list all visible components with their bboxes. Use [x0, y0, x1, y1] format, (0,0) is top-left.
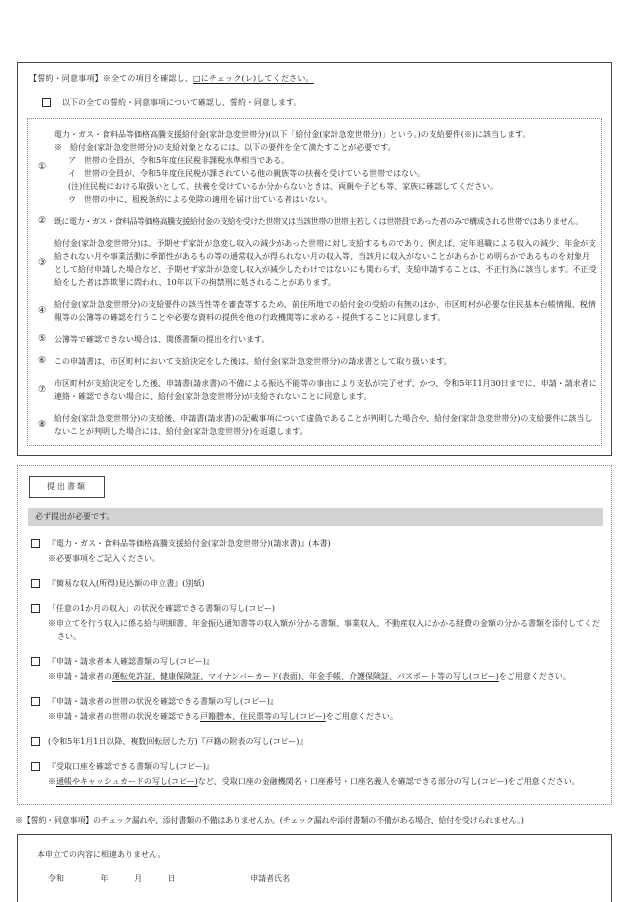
pledge-items-box [27, 118, 602, 446]
document-title: 『簡易な収入(所得)見込額の申立書』(別紙) [48, 579, 205, 588]
document-title: 『受取口座を確認できる書類の写し(コピー)』 [48, 762, 214, 771]
document-note-segment: ※申請・請求者の [48, 672, 112, 681]
document-checkbox[interactable] [31, 657, 40, 666]
pledge-item-text [54, 333, 597, 346]
pledge-item-text [54, 355, 597, 368]
document-item [31, 537, 603, 565]
document-note-segment: をご用意ください。 [498, 672, 571, 681]
document-note [48, 775, 603, 788]
document-title: 『申請・請求者の世帯の状況を確認できる書類の写し(コピー)』 [48, 697, 278, 706]
era-label: 令和 [48, 874, 64, 883]
pledge-consent-section [17, 62, 612, 456]
document-note-segment: 通帳やキャッシュカードの写し(コピー) [56, 777, 198, 786]
document-item-body [48, 760, 603, 788]
pledge-item-text [54, 298, 597, 324]
document-item-body [48, 695, 603, 723]
document-note [48, 710, 603, 723]
document-item [31, 602, 603, 643]
pledge-line: 給付金(家計急変世帯分)の支給要件の該当性等を審査等するため、前住所地での給付金の受給の有無のほか、市区町村が必要な住民基本台帳情報、税情報等の公簿等の確認を行うことや必要な資料の提供を他の行政機関等に求める・提供することに同意します。 [54, 300, 596, 322]
pledge-section-title [29, 72, 602, 85]
document-title: 『電力・ガス・食料品等価格高騰支援給付金(家計急変世帯分)(請求書)』(本書) [48, 539, 331, 548]
master-consent-checkbox[interactable] [42, 98, 51, 107]
document-checkbox[interactable] [31, 539, 40, 548]
pledge-item-text [54, 377, 597, 403]
date-and-name-row [37, 872, 601, 885]
pledge-line: 市区町村が支給決定をした後、申請書(請求書)の不備による振込不能等の事由により支払が完了せず、かつ、令和5年11月30日までに、申請・請求者に連絡・確認できない場合に、給付金(家計急変世帯分)が支給されないことに同意します。 [54, 379, 597, 401]
document-item [31, 695, 603, 723]
pledge-item-number: ① [37, 161, 47, 172]
pledge-title-text: 【誓約・同意事項】※全ての項目を確認し、 [29, 74, 193, 83]
pledge-list [30, 128, 597, 438]
pledge-line: イ 世帯の全員が、令和5年度住民税が課されている他の親族等の扶養を受けている世帯ではない。 [68, 169, 426, 178]
documents-section [17, 465, 612, 805]
pledge-item [30, 355, 597, 368]
pledge-item-text [54, 237, 597, 289]
document-title: 『申請・請求者本人確認書類の写し(コピー)』 [48, 657, 214, 666]
document-item [31, 655, 603, 683]
document-item [31, 735, 603, 748]
pledge-title-underlined-text: □にチェック(レ)してください。 [193, 74, 314, 83]
document-item [31, 760, 603, 788]
pledge-item [30, 215, 597, 228]
pledge-item-number: ④ [37, 305, 47, 316]
document-note-segment: など、受取口座の金融機関名・口座番号・口座名義人を確認できる部分の写し(コピー)をご用意ください。 [197, 777, 580, 786]
document-item [31, 577, 603, 590]
pledge-item-text [54, 215, 597, 228]
check-warning-note: ※【誓約・同意事項】のチェック漏れや、添付書類の不備はありませんか。(チェック漏れや添付書類の不備がある場合、給付を受けられません。) [15, 816, 524, 825]
pledge-item-text [54, 412, 597, 438]
month-label: 月 [134, 874, 143, 883]
document-checkbox[interactable] [31, 579, 40, 588]
pledge-line: 給付金(家計急変世帯分)の支給後、申請書(請求書)の記載事項について虚偽であることが判明した場合や、給付金(家計急変世帯分)の支給要件に該当しないことが判明した場合には、給付金(家計急変世帯分)を返還します。 [54, 414, 593, 436]
document-note-segment: ※申請・請求者の世帯の状況を確認できる [48, 712, 200, 721]
document-note [48, 552, 603, 565]
pledge-line: この申請書は、市区町村において支給決定をした後は、給付金(家計急変世帯分)の請求書として取り扱います。 [54, 357, 452, 366]
pledge-item [30, 298, 597, 324]
pledge-item-number: ⑤ [37, 334, 47, 344]
pledge-item-number: ⑥ [37, 356, 47, 366]
document-title: (令和5年1月1日以降、複数回転居した方)『戸籍の附表の写し(コピー)』 [48, 737, 308, 746]
document-note-segment: ※申立てを行う収入に係る給与明細書、年金振込通知書等の収入額が分かる書類、事業収入、不動産収入にかかる経費の金額の分かる書類を添付してください。 [48, 619, 600, 641]
document-item-body [48, 602, 603, 643]
document-checkbox[interactable] [31, 604, 40, 613]
pledge-item [30, 377, 597, 403]
documents-section-label: 提出書類 [29, 476, 105, 498]
document-note-segment: をご用意ください。 [325, 712, 398, 721]
pledge-line: ウ 世帯の中に、租税条約による免除の適用を届け出ている者はいない。 [68, 195, 332, 204]
master-consent-row [42, 96, 602, 109]
pledge-line: ア 世帯の全員が、令和5年度住民税非課税水準相当である。 [68, 156, 290, 165]
document-checkbox[interactable] [31, 737, 40, 746]
pledge-item-number: ② [37, 216, 47, 226]
document-note-segment: 運転免許証、健康保険証、マイナンバーカード(表面)、年金手帳、介護保険証、パスポート等の写し(コピー) [112, 672, 499, 681]
pledge-line: 給付金(家計急変世帯分)は、予期せず家計が急変し収入の減少があった世帯に対し支給するものであり、例えば、定年退職による収入の減少、年金が支給されない月や事業活動に季節性があるもの等の通常収入が得られない月の収入等、当該月に収入がないことがあらかじめ明らかであるものを対象月として給付申請した場合など、予期せず家計が急変し収入が減少したわけではないにも関わらず、支給申請することは、不正行為に該当します。不正受給をした者は詐欺罪に問われ、10年以下の拘禁刑に処されることがあります。 [54, 239, 597, 287]
pledge-line: ※ 給付金(家計急変世帯分)の支給対象となるには、以下の要件を全て満たすことが必要です。 [54, 143, 396, 152]
applicant-name-label: 申請者氏名 [250, 874, 291, 883]
document-title: 「任意の1か月の収入」の状況を確認できる書類の写し(コピー) [48, 604, 276, 613]
pledge-item-text [54, 128, 597, 206]
form-content [17, 62, 612, 902]
pledge-item [30, 237, 597, 289]
document-note-segment: ※ [48, 777, 56, 786]
pledge-item-number: ⑦ [37, 384, 47, 395]
required-note-bar: 必ず提出が必要です。 [28, 508, 603, 526]
day-label: 日 [167, 874, 176, 883]
pledge-line: 既に電力・ガス・食料品等価格高騰支援給付金の支給を受けた世帯又は当該世帯の世帯主若しくは世帯員であった者のみで構成される世帯ではありません。 [54, 217, 583, 226]
pledge-item-number: ③ [37, 257, 47, 268]
document-note-segment: 戸籍謄本、住民票等の写し(コピー) [200, 712, 326, 721]
pledge-item [30, 333, 597, 346]
master-consent-label: 以下の全ての誓約・同意事項について確認し、誓約・同意します。 [62, 98, 302, 107]
document-checkbox[interactable] [31, 762, 40, 771]
declaration-text: 本申立ての内容に相違ありません。 [37, 850, 166, 859]
documents-list [28, 537, 603, 788]
pledge-item [30, 128, 597, 206]
pledge-item [30, 412, 597, 438]
declaration-signature-box [17, 834, 612, 902]
document-checkbox[interactable] [31, 697, 40, 706]
document-item-body [48, 655, 603, 683]
year-label: 年 [100, 874, 109, 883]
document-note [48, 670, 603, 683]
document-item-body [48, 537, 603, 565]
document-item-body [48, 735, 603, 748]
pledge-line: (注)住民税における取扱いとして、扶養を受けているか分からないときは、両親や子ども等、家族に確認してください。 [68, 182, 499, 191]
document-note-segment: ※必要事項をご記入ください。 [48, 554, 160, 563]
document-item-body [48, 577, 603, 590]
pledge-line: 公簿等で確認できない場合は、関係書類の提出を行います。 [54, 335, 270, 344]
pledge-item-number: ⑧ [37, 419, 47, 430]
pledge-line: 電力・ガス・食料品等価格高騰支援給付金(家計急変世帯分)(以下「給付金(家計急変世帯分)」という。)の支給要件(※)に該当します。 [54, 130, 531, 139]
document-note [48, 617, 603, 643]
